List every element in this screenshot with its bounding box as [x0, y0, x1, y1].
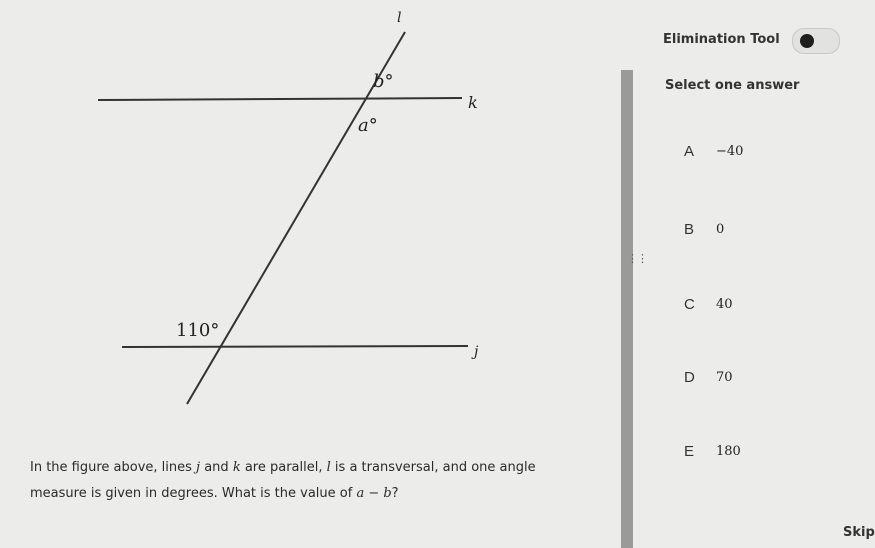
choice-letter: E	[684, 442, 695, 460]
choice-b[interactable]	[684, 214, 844, 244]
line-k-label: k	[468, 93, 478, 112]
elimination-tool-label: Elimination Tool	[663, 32, 780, 47]
question-var-l: l	[326, 460, 331, 475]
choice-value: 70	[716, 369, 733, 385]
choice-d[interactable]	[684, 362, 844, 392]
choice-e[interactable]	[684, 436, 844, 466]
line-j-label: j	[474, 344, 479, 360]
angle-110-label: 110°	[176, 320, 220, 341]
choice-value: 0	[716, 221, 725, 237]
choice-letter: D	[684, 368, 695, 386]
angle-a-label: a°	[358, 115, 378, 136]
question-text	[30, 455, 590, 507]
question-var-k: k	[232, 460, 241, 475]
elimination-tool-toggle[interactable]	[792, 28, 840, 54]
angle-b-label: b°	[373, 71, 394, 92]
line-k	[98, 98, 462, 100]
question-expression: a − b	[356, 486, 392, 501]
toggle-knob	[800, 34, 814, 48]
line-j	[122, 346, 468, 347]
drag-handle-icon[interactable]: ⋮⋮	[627, 252, 647, 265]
choice-c[interactable]	[684, 289, 844, 319]
choice-letter: C	[684, 295, 695, 313]
choice-value: 40	[716, 296, 733, 312]
pane-divider[interactable]	[621, 70, 633, 548]
choice-value: −40	[716, 143, 744, 159]
choice-letter: B	[684, 220, 695, 238]
line-l-label: l	[397, 10, 402, 26]
question-part: are parallel,	[240, 460, 327, 475]
question-part: is a transversal, and one angle measure is given in degrees. What is the value of	[30, 460, 536, 501]
question-var-j: j	[196, 460, 201, 475]
choice-value: 180	[716, 443, 741, 459]
choice-a[interactable]	[684, 136, 844, 166]
choice-letter: A	[684, 142, 695, 160]
question-part: and	[200, 460, 233, 475]
skip-button[interactable]: Skip	[843, 525, 875, 540]
question-part: In the figure above, lines	[30, 460, 197, 475]
question-part: ?	[391, 486, 399, 501]
select-prompt: Select one answer	[665, 78, 800, 93]
